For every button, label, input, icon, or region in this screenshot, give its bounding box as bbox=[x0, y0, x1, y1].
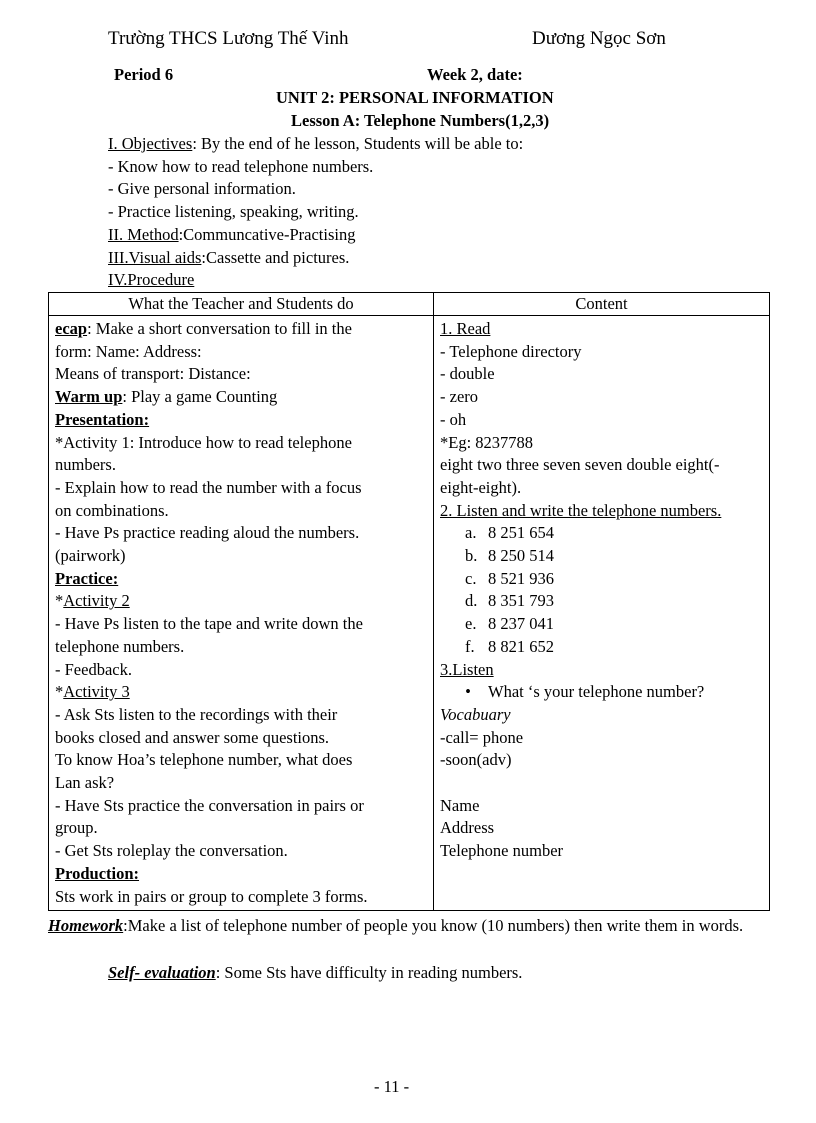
phone-number: 8 351 793 bbox=[488, 591, 554, 611]
form-field-label: Address bbox=[440, 818, 495, 838]
phone-number: 8 237 041 bbox=[488, 614, 554, 634]
phone-number: 8 821 652 bbox=[488, 636, 554, 656]
read-heading: 1. Read bbox=[440, 319, 491, 338]
activity-star: * bbox=[55, 682, 64, 702]
header-teacher: Dương Ngọc Sơn bbox=[532, 28, 666, 49]
text-line: - Have Sts practice the conversation in pairs or bbox=[55, 795, 364, 815]
warmup-line bbox=[55, 386, 427, 409]
form-field-label: Telephone number bbox=[440, 841, 564, 861]
procedure-heading: IV.Procedure bbox=[108, 270, 195, 290]
homework-heading: Homework bbox=[48, 916, 124, 935]
item-letter: c. bbox=[465, 568, 477, 588]
presentation-heading: Presentation: bbox=[55, 409, 150, 429]
activity-2-heading: Activity 2 bbox=[63, 591, 130, 611]
self-evaluation-heading: Self- evaluation bbox=[108, 963, 216, 982]
text-line: - Get Sts roleplay the conversation. bbox=[55, 841, 288, 861]
read-item: - oh bbox=[440, 409, 467, 429]
activity-2-line bbox=[55, 590, 427, 613]
objective-item: - Know how to read telephone numbers. bbox=[108, 156, 374, 176]
phone-number: 8 251 654 bbox=[488, 523, 554, 543]
objectives-heading: I. Objectives bbox=[108, 134, 193, 153]
text-line: Lan ask? bbox=[55, 773, 115, 793]
listen-heading: 3.Listen bbox=[440, 659, 494, 679]
objective-item: - Practice listening, speaking, writing. bbox=[108, 202, 359, 222]
form-field-label: Name bbox=[440, 795, 480, 815]
text-line: - Feedback. bbox=[55, 659, 132, 679]
homework-text: :Make a list of telephone number of people you know (10 numbers) then write them in words. bbox=[123, 916, 744, 935]
objectives-line bbox=[108, 133, 523, 156]
item-letter: e. bbox=[465, 614, 477, 634]
visual-aids-line bbox=[108, 247, 523, 270]
phone-number: 8 250 514 bbox=[488, 546, 554, 566]
objective-item: - Give personal information. bbox=[108, 179, 296, 199]
text-line: To know Hoa’s telephone number, what does bbox=[55, 750, 353, 770]
activity-star: * bbox=[55, 591, 64, 611]
example-line: *Eg: 8237788 bbox=[440, 432, 534, 452]
content-cell bbox=[434, 316, 770, 911]
phone-number-item bbox=[440, 636, 763, 659]
text-line: Sts work in pairs or group to complete 3 forms. bbox=[55, 886, 368, 906]
header-school: Trường THCS Lương Thế Vinh bbox=[108, 28, 349, 49]
visual-aids-text: :Cassette and pictures. bbox=[201, 247, 350, 267]
text-line: Means of transport: Distance: bbox=[55, 364, 251, 384]
unit-title: UNIT 2: PERSONAL INFORMATION bbox=[276, 88, 554, 107]
method-heading: II. Method bbox=[108, 224, 179, 244]
question-item bbox=[440, 681, 763, 704]
vocabulary-heading: Vocabuary bbox=[440, 704, 511, 724]
text-line: - Have Ps practice reading aloud the numbers. bbox=[55, 523, 360, 543]
period-label: Period 6 bbox=[114, 65, 174, 84]
method-line bbox=[108, 224, 523, 247]
recap-text: : Make a short conversation to fill in the bbox=[87, 319, 352, 338]
text-line: books closed and answer some questions. bbox=[55, 727, 330, 747]
text-line: numbers. bbox=[55, 455, 116, 475]
week-label: Week 2, date: bbox=[427, 65, 523, 84]
homework-paragraph bbox=[48, 915, 768, 938]
table-body-row bbox=[49, 316, 770, 911]
item-letter: b. bbox=[465, 546, 478, 566]
warmup-text: : Play a game Counting bbox=[122, 387, 278, 407]
self-evaluation-text: : Some Sts have difficulty in reading numbers. bbox=[215, 963, 523, 982]
text-line: on combinations. bbox=[55, 500, 169, 520]
bullet-icon: • bbox=[465, 682, 471, 702]
item-letter: a. bbox=[465, 523, 477, 543]
text-line: (pairwork) bbox=[55, 546, 126, 566]
lesson-intro bbox=[108, 133, 523, 292]
lesson-title: Lesson A: Telephone Numbers(1,2,3) bbox=[291, 111, 550, 130]
phone-number-item bbox=[440, 590, 763, 613]
activity-3-line bbox=[55, 681, 427, 704]
blank-line bbox=[440, 772, 763, 795]
question-text: What ‘s your telephone number? bbox=[488, 682, 705, 702]
read-item: - Telephone directory bbox=[440, 341, 582, 361]
text-line: telephone numbers. bbox=[55, 636, 185, 656]
text-line: group. bbox=[55, 818, 98, 838]
text-line: *Activity 1: Introduce how to read telephone bbox=[55, 432, 352, 452]
phone-number-item bbox=[440, 613, 763, 636]
table-header-row bbox=[49, 293, 770, 316]
method-text: :Communcative-Practising bbox=[178, 224, 356, 244]
read-item: - zero bbox=[440, 387, 479, 407]
phone-number-item bbox=[440, 545, 763, 568]
procedure-line bbox=[108, 269, 523, 292]
text-line: - Explain how to read the number with a focus bbox=[55, 477, 362, 497]
text-line: - Have Ps listen to the tape and write down the bbox=[55, 614, 363, 634]
item-letter: f. bbox=[465, 636, 475, 656]
text-line: form: Name: Address: bbox=[55, 341, 202, 361]
warmup-heading: Warm up bbox=[55, 387, 123, 407]
activity-3-heading: Activity 3 bbox=[63, 682, 130, 702]
production-heading: Production: bbox=[55, 863, 140, 883]
page-number: - 11 - bbox=[374, 1077, 410, 1096]
vocab-item: -soon(adv) bbox=[440, 750, 512, 770]
listen-write-heading: 2. Listen and write the telephone numbers. bbox=[440, 500, 722, 520]
visual-aids-heading: III.Visual aids bbox=[108, 247, 202, 267]
read-item: - double bbox=[440, 364, 495, 384]
text-line: - Ask Sts listen to the recordings with their bbox=[55, 704, 338, 724]
procedure-table bbox=[48, 292, 770, 911]
self-evaluation-line bbox=[108, 962, 522, 985]
text-line: eight-eight). bbox=[440, 477, 522, 497]
col-header-content: Content bbox=[434, 293, 770, 316]
recap-line bbox=[55, 318, 427, 341]
recap-heading: ecap bbox=[55, 319, 88, 338]
text-line: eight two three seven seven double eight(- bbox=[440, 455, 720, 475]
phone-number-item bbox=[440, 522, 763, 545]
activities-cell bbox=[49, 316, 434, 911]
objectives-text: : By the end of he lesson, Students will be able to: bbox=[192, 134, 524, 153]
practice-heading: Practice: bbox=[55, 568, 119, 588]
phone-number-item bbox=[440, 568, 763, 591]
col-header-activities: What the Teacher and Students do bbox=[49, 293, 434, 316]
vocab-item: -call= phone bbox=[440, 727, 524, 747]
phone-number: 8 521 936 bbox=[488, 568, 554, 588]
item-letter: d. bbox=[465, 591, 478, 611]
